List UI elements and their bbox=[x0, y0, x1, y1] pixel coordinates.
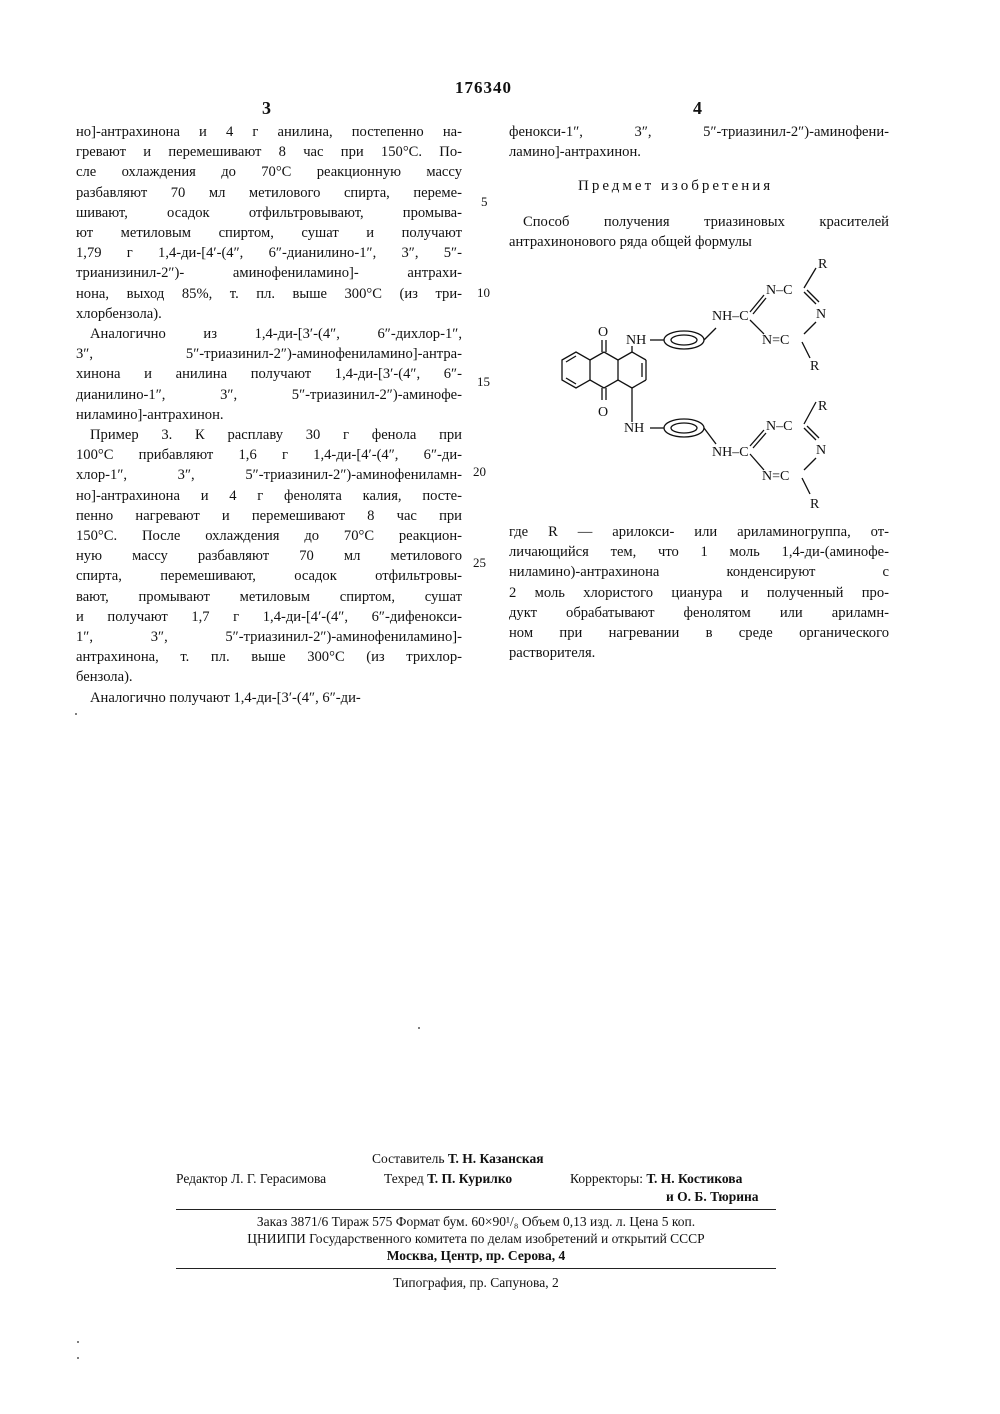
techred-name: Т. П. Курилко bbox=[427, 1171, 513, 1186]
corrector-2: и О. Б. Тюрина bbox=[666, 1189, 759, 1204]
text-line: хлор-1″, 3″, 5″-триазинил-2″)-аминофениламн- bbox=[76, 467, 462, 484]
text-line: где R — арилокси- или ариламиногруппа, от- bbox=[509, 524, 889, 540]
page-number-left: 3 bbox=[262, 98, 271, 118]
text-line: 100°С прибавляют 1,6 г 1,4-ди-[4′-(4″, 6″-ди- bbox=[76, 447, 462, 464]
footer-correctors bbox=[570, 1170, 742, 1188]
text-line: 150°С. После охлаждения до 70°С реакцион- bbox=[76, 528, 462, 545]
text-line: ламино]-антрахинон. bbox=[509, 144, 641, 161]
triazine-top-n3: N=C bbox=[762, 333, 790, 348]
footer-print: Типография, пр. Сапунова, 2 bbox=[393, 1275, 559, 1290]
text-line: растворителя. bbox=[509, 645, 596, 662]
text-line: хинона и анилина получают 1,4-ди-[3′-(4″, 6″- bbox=[76, 366, 462, 383]
text-line: антрахинона, т. пл. выше 300°С (из трихлор- bbox=[76, 649, 462, 666]
scan-dot bbox=[418, 1027, 420, 1029]
left-column bbox=[76, 122, 462, 708]
text-line: и получают 1,7 г 1,4-ди-[4′-(4″, 6″-дифенокси- bbox=[76, 608, 462, 625]
text-line: но]-антрахинона и 4 г анилина, постепенно на- bbox=[76, 124, 462, 140]
triazine-bottom-n2: N bbox=[816, 443, 827, 458]
text-line: нона, выход 85%, т. пл. выше 300°С (из три- bbox=[76, 285, 462, 302]
correctors-label: Корректоры: bbox=[570, 1171, 643, 1186]
footer-order: Заказ 3871/6 Тираж 575 Формат бум. 60×90¹/₈ Объем 0,13 изд. л. Цена 5 коп. bbox=[256, 1214, 696, 1229]
scan-dot bbox=[75, 713, 77, 715]
text-line: ниламино)-антрахинона конденсируют с bbox=[509, 564, 889, 581]
line-number-20: 20 bbox=[473, 464, 486, 479]
footer-rule-bottom bbox=[176, 1268, 776, 1269]
r-top-1: R bbox=[818, 257, 828, 272]
triazine-top-n2: N bbox=[816, 307, 827, 322]
line-number-5: 5 bbox=[481, 194, 488, 209]
corrector-1: Т. Н. Костикова bbox=[646, 1171, 743, 1186]
text-line: 1,79 г 1,4-ди-[4′-(4″, 6″-дианилино-1″, 3″, 5″- bbox=[76, 245, 462, 262]
triazine-bottom-n3: N=C bbox=[762, 469, 790, 484]
text-line: дукт обрабатывают фенолятом или ариламн- bbox=[509, 604, 889, 621]
text-line: спирта, перемешивают, осадок отфильтровы- bbox=[76, 568, 462, 585]
line-number-25: 25 bbox=[473, 555, 486, 570]
r-bottom-1: R bbox=[818, 399, 828, 414]
text-line: 1″, 3″, 5″-триазинил-2″)-аминофениламино]- bbox=[76, 629, 462, 646]
nh-bottom: NH bbox=[624, 421, 645, 436]
r-bottom-2: R bbox=[810, 497, 820, 512]
footer-rule-top bbox=[176, 1209, 776, 1210]
text-line: хлорбензола). bbox=[76, 305, 162, 322]
text-line: Аналогично получают 1,4-ди-[3′-(4″, 6″-ди- bbox=[90, 689, 361, 706]
triazine-bottom-n1: N–C bbox=[766, 419, 793, 434]
claim-intro bbox=[509, 212, 889, 252]
scan-dot bbox=[77, 1357, 79, 1359]
patent-number: 176340 bbox=[455, 78, 512, 97]
r-top-2: R bbox=[810, 359, 820, 374]
text-line: вают, промывают метиловым спиртом, сушат bbox=[76, 588, 462, 605]
page-number-right: 4 bbox=[693, 98, 702, 118]
text-line: сле охлаждения до 70°С реакционную массу bbox=[76, 164, 462, 181]
text-line: разбавляют 70 мл метилового спирта, переме- bbox=[76, 184, 462, 201]
footer-editor bbox=[176, 1170, 326, 1188]
carbonyl-o-top: O bbox=[598, 325, 609, 340]
text-line: Способ получения триазиновых красителей bbox=[523, 214, 889, 230]
scan-dot bbox=[77, 1341, 79, 1343]
text-line: ном при нагревании в среде органического bbox=[509, 625, 889, 642]
text-line: Пример 3. К расплаву 30 г фенола при bbox=[90, 427, 462, 444]
text-line: трианизинил-2″)- аминофениламино]- антрахи- bbox=[76, 265, 462, 282]
text-line: 3″, 5″-триазинил-2″)-аминофениламино]-антра- bbox=[76, 346, 462, 363]
text-line: гревают и перемешивают 8 час при 150°С. По- bbox=[76, 144, 462, 161]
nh-top: NH bbox=[626, 333, 647, 348]
text-line: но]-антрахинона и 4 г фенолята калия, посте- bbox=[76, 487, 462, 504]
text-line: антрахинонового ряда общей формулы bbox=[509, 234, 752, 251]
nh-triazine-bottom: NH–C bbox=[712, 445, 749, 460]
editor-label: Редактор bbox=[176, 1171, 228, 1186]
compiler-label: Составитель bbox=[372, 1151, 445, 1166]
text-line: ниламино]-антрахинон. bbox=[76, 406, 224, 423]
footer-org: ЦНИИПИ Государственного комитета по делам изобретений и открытий СССР bbox=[247, 1231, 705, 1246]
nh-triazine-top: NH–C bbox=[712, 309, 749, 324]
line-number-15: 15 bbox=[477, 374, 490, 389]
text-line: бензола). bbox=[76, 669, 133, 686]
text-line: Аналогично из 1,4-ди-[3′-(4″, 6″-дихлор-1″, bbox=[90, 326, 462, 343]
text-line: ную массу разбавляют 70 мл метилового bbox=[76, 548, 462, 565]
compiler-name: Т. Н. Казанская bbox=[447, 1151, 544, 1166]
line-number-10: 10 bbox=[477, 285, 490, 300]
carbonyl-o-bottom: O bbox=[598, 405, 609, 420]
claims-heading: Предмет изобретения bbox=[578, 178, 774, 194]
text-line: дианилино-1″, 3″, 5″-триазинил-2″)-аминофе- bbox=[76, 386, 462, 403]
right-column-top bbox=[509, 122, 889, 162]
editor-name: Л. Г. Герасимова bbox=[230, 1171, 327, 1186]
text-line: фенокси-1″, 3″, 5″-триазинил-2″)-аминофени- bbox=[509, 124, 889, 140]
footer-compiler bbox=[372, 1150, 544, 1168]
text-line: ют метиловым спиртом, сушат и получают bbox=[76, 225, 462, 242]
footer-corrector-2 bbox=[666, 1188, 759, 1206]
triazine-top-n1: N–C bbox=[766, 283, 793, 298]
claim-body bbox=[509, 522, 889, 663]
text-line: личающийся тем, что 1 моль 1,4-ди-(аминофе- bbox=[509, 544, 889, 561]
text-line: 2 моль хлористого циануpа и полученный про- bbox=[509, 584, 889, 601]
text-line: шивают, осадок отфильтровывают, промыва- bbox=[76, 204, 462, 221]
text-line: пенно нагревают и перемешивают 8 час при bbox=[76, 507, 462, 524]
footer-techred bbox=[384, 1170, 512, 1188]
techred-label: Техред bbox=[384, 1171, 424, 1186]
footer-address: Москва, Центр, пр. Серова, 4 bbox=[386, 1248, 566, 1263]
structural-formula bbox=[540, 250, 890, 520]
